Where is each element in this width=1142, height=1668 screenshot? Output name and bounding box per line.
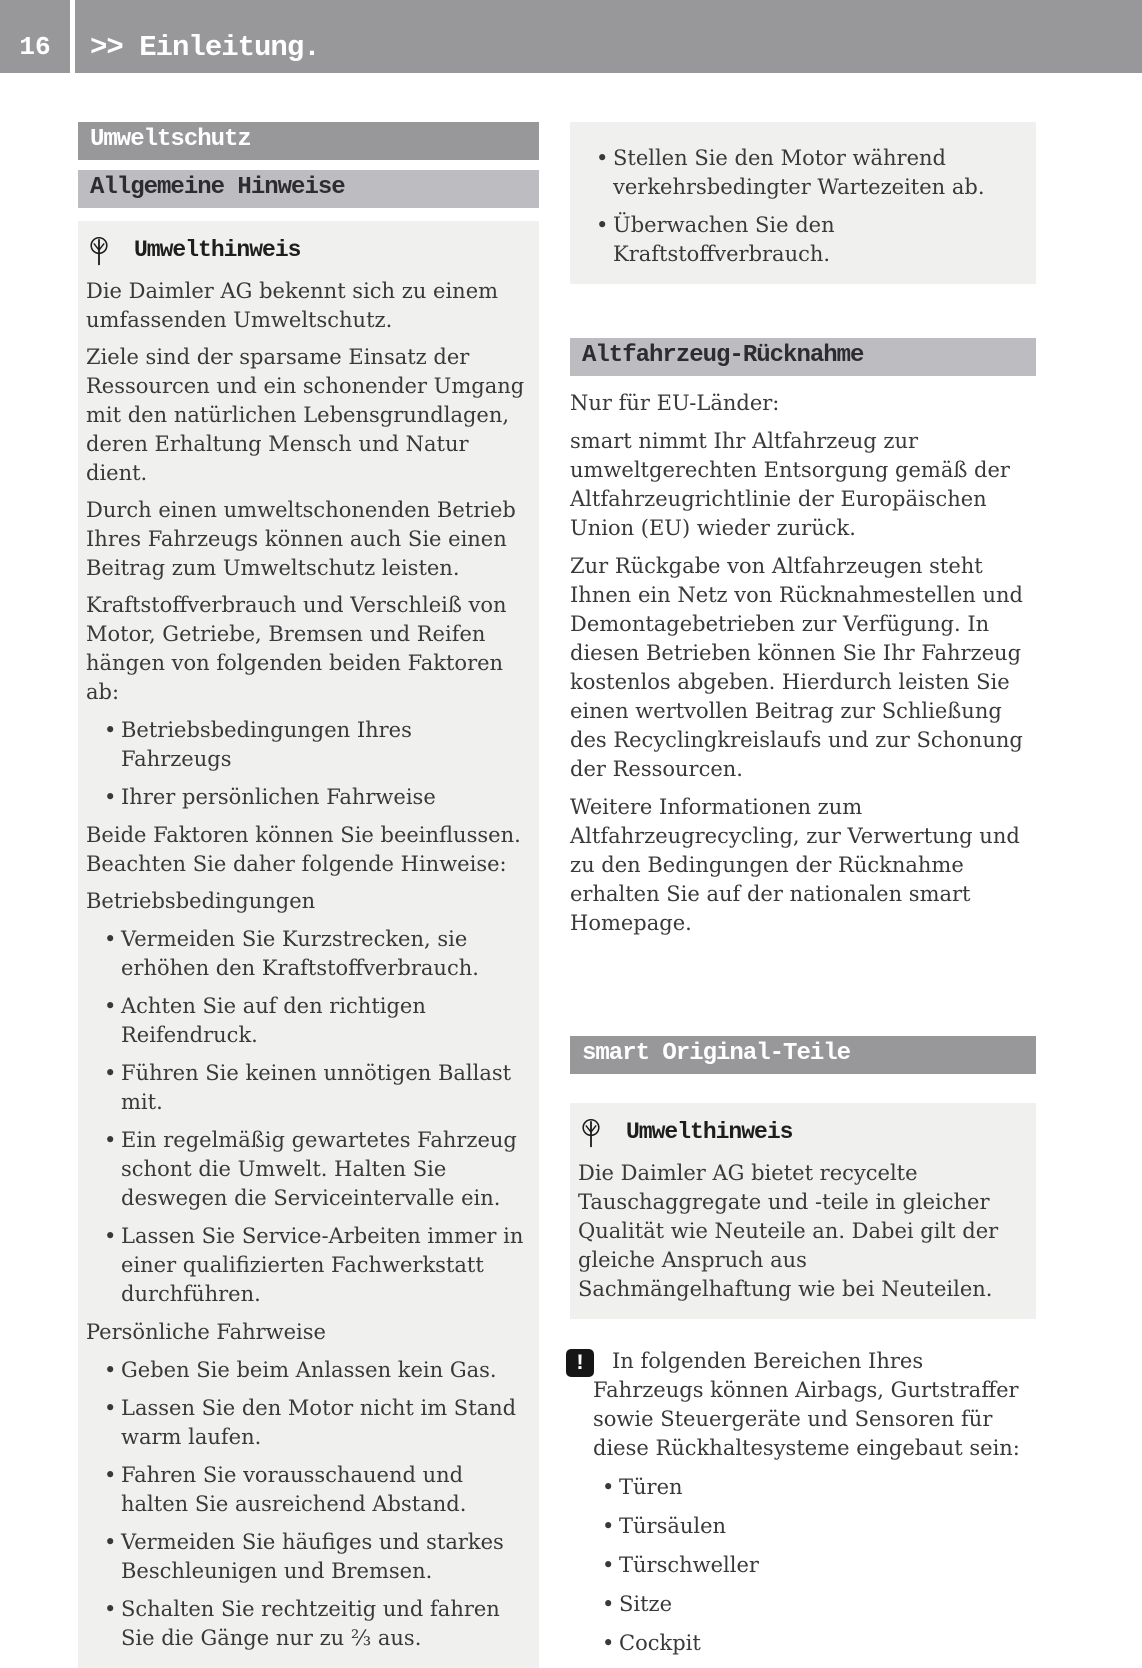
attention-note <box>570 1347 1036 1463</box>
paragraph: Ziele sind der sparsame Einsatz der Ressourcen und ein schonender Umgang mit den natürlichen Lebensgrundlagen, deren Erhaltung Mensch und Natur dient. <box>86 345 525 485</box>
list-item <box>578 211 1026 269</box>
paragraph: Betriebsbedingungen <box>86 889 316 913</box>
paragraph: Persönliche Fahrweise <box>86 1320 326 1344</box>
tree-icon <box>88 235 134 266</box>
paragraph: smart nimmt Ihr Altfahrzeug zur umweltgerechten Entsorgung gemäß der Altfahrzeugrichtlinie der Europäischen Union (EU) wieder zurück. <box>570 429 1010 540</box>
list-item-text: Türen <box>619 1475 683 1499</box>
dot-bullet-icon: • <box>104 1224 117 1248</box>
dot-bullet-icon: • <box>602 1631 615 1655</box>
hint-content <box>86 277 529 1653</box>
vehicle-areas-list <box>570 1473 1036 1658</box>
list-item-text: Türsäulen <box>619 1514 727 1538</box>
dot-bullet-icon: • <box>596 213 609 237</box>
list-item <box>86 1126 529 1213</box>
umwelthinweis-box <box>78 221 539 1668</box>
list-item <box>86 1059 529 1117</box>
dot-bullet-icon: • <box>104 1396 117 1420</box>
paragraph: Die Daimler AG bekennt sich zu einem umfassenden Umweltschutz. <box>86 279 499 332</box>
dot-bullet-icon: • <box>602 1475 615 1499</box>
list-item-text: Geben Sie beim Anlassen kein Gas. <box>121 1358 497 1382</box>
page-header <box>0 0 1142 73</box>
paragraph: Durch einen umweltschonenden Betrieb Ihres Fahrzeugs können auch Sie einen Beitrag zum Umweltschutz leisten. <box>86 498 516 580</box>
paragraph: Kraftstoffverbrauch und Verschleiß von Motor, Getriebe, Bremsen und Reifen hängen von folgenden beiden Faktoren ab: <box>86 593 507 704</box>
list-item <box>86 1394 529 1452</box>
list-item-text: Vermeiden Sie Kurzstrecken, sie erhöhen den Kraftstoffverbrauch. <box>121 927 479 980</box>
list-item-text: Cockpit <box>619 1631 701 1655</box>
list-item-text: Fahren Sie vorausschauend und halten Sie ausreichend Abstand. <box>121 1463 467 1516</box>
dot-bullet-icon: • <box>104 1358 117 1382</box>
list-item <box>86 1595 529 1653</box>
attention-note-text: In folgenden Bereichen Ihres Fahrzeugs können Airbags, Gurtstraffer sowie Steuergeräte und Sensoren für diese Rückhaltesysteme eingebaut sein: <box>593 1349 1020 1460</box>
dot-bullet-icon: • <box>602 1553 615 1577</box>
list-item-text: Lassen Sie den Motor nicht im Stand warm laufen. <box>121 1396 517 1449</box>
list-item <box>584 1512 1036 1541</box>
paragraph: Beide Faktoren können Sie beeinflussen. Beachten Sie daher folgende Hinweise: <box>86 823 521 876</box>
list-item-text: Ihrer persönlichen Fahrweise <box>121 785 436 809</box>
list-item <box>86 925 529 983</box>
paragraph: Zur Rückgabe von Altfahrzeugen steht Ihnen ein Netz von Rücknahmestellen und Demontagebetrieben zur Verfügung. In diesen Betrieben können Sie Ihr Fahrzeug kostenlos abgeben. Hierdurch leisten Sie einen wertvollen Beitrag zur Schließung des Recyclingkreislaufs und zur Schonung der Ressourcen. <box>570 554 1023 781</box>
list-item-text: Überwachen Sie den Kraftstoffverbrauch. <box>613 213 835 266</box>
hint-continuation-content <box>578 144 1026 269</box>
list-item-text: Türschweller <box>619 1553 759 1577</box>
dot-bullet-icon: • <box>602 1592 615 1616</box>
chapter-title: >> Einleitung. <box>90 31 320 64</box>
list-item-text: Schalten Sie rechtzeitig und fahren Sie die Gänge nur zu ⅔ aus. <box>121 1597 500 1650</box>
paragraph: Die Daimler AG bietet recycelte Tauschaggregate und -teile in gleicher Qualität wie Neuteile an. Dabei gilt der gleiche Anspruch aus Sachmängelhaftung wie bei Neuteilen. <box>578 1161 999 1301</box>
paragraph: Weitere Informationen zum Altfahrzeugrecycling, zur Verwertung und zu den Bedingungen der Rücknahme erhalten Sie auf der nationalen smart Homepage. <box>570 795 1020 935</box>
dot-bullet-icon: • <box>104 1597 117 1621</box>
section-header-umweltschutz: Umweltschutz <box>78 122 539 160</box>
list-item <box>86 783 529 812</box>
list-item-text: Betriebsbedingungen Ihres Fahrzeugs <box>121 718 412 771</box>
dot-bullet-icon: • <box>104 718 117 742</box>
dot-bullet-icon: • <box>104 994 117 1018</box>
list-item-text: Vermeiden Sie häufiges und starkes Beschleunigen und Bremsen. <box>121 1530 504 1583</box>
left-column <box>78 122 539 1668</box>
tree-icon <box>580 1117 626 1148</box>
dot-bullet-icon: • <box>104 1530 117 1554</box>
hint-title: Umwelthinweis <box>626 1119 793 1145</box>
list-item-text: Ein regelmäßig gewartetes Fahrzeug schont die Umwelt. Halten Sie deswegen die Serviceintervalle ein. <box>121 1128 517 1210</box>
list-item <box>578 144 1026 202</box>
list-item <box>584 1473 1036 1502</box>
list-item-text: Sitze <box>619 1592 673 1616</box>
hint-content <box>578 1159 1026 1304</box>
dot-bullet-icon: • <box>104 785 117 809</box>
list-item <box>584 1590 1036 1619</box>
umwelthinweis-box-teile <box>570 1103 1036 1319</box>
list-item <box>584 1551 1036 1580</box>
header-divider <box>70 0 75 73</box>
dot-bullet-icon: • <box>104 1061 117 1085</box>
subsection-header-allgemeine-hinweise: Allgemeine Hinweise <box>78 170 539 208</box>
hint-title: Umwelthinweis <box>134 237 301 263</box>
right-column <box>570 122 1036 1668</box>
hint-title-row <box>86 235 529 266</box>
dot-bullet-icon: • <box>104 1128 117 1152</box>
section-header-smart-original-teile: smart Original-Teile <box>570 1036 1036 1074</box>
dot-bullet-icon: • <box>596 146 609 170</box>
list-item <box>86 716 529 774</box>
list-item-text: Führen Sie keinen unnötigen Ballast mit. <box>121 1061 512 1114</box>
list-item-text: Achten Sie auf den richtigen Reifendruck. <box>121 994 426 1047</box>
list-item-text: Lassen Sie Service-Arbeiten immer in einer qualifizierten Fachwerkstatt durchführen. <box>121 1224 524 1306</box>
hint-title-row <box>578 1117 1026 1148</box>
exclamation-icon: ! <box>566 1349 594 1377</box>
section-header-altfahrzeug-ruecknahme: Altfahrzeug-Rücknahme <box>570 338 1036 376</box>
list-item <box>86 1461 529 1519</box>
dot-bullet-icon: • <box>104 1463 117 1487</box>
dot-bullet-icon: • <box>602 1514 615 1538</box>
altfahrzeug-content <box>570 389 1036 938</box>
paragraph: Nur für EU-Länder: <box>570 391 780 415</box>
list-item <box>86 992 529 1050</box>
dot-bullet-icon: • <box>104 927 117 951</box>
list-item <box>86 1356 529 1385</box>
page-number: 16 <box>19 32 51 62</box>
list-item <box>86 1222 529 1309</box>
list-item-text: Stellen Sie den Motor während verkehrsbedingter Wartezeiten ab. <box>613 146 985 199</box>
list-item <box>86 1528 529 1586</box>
umwelthinweis-box-continued <box>570 122 1036 284</box>
